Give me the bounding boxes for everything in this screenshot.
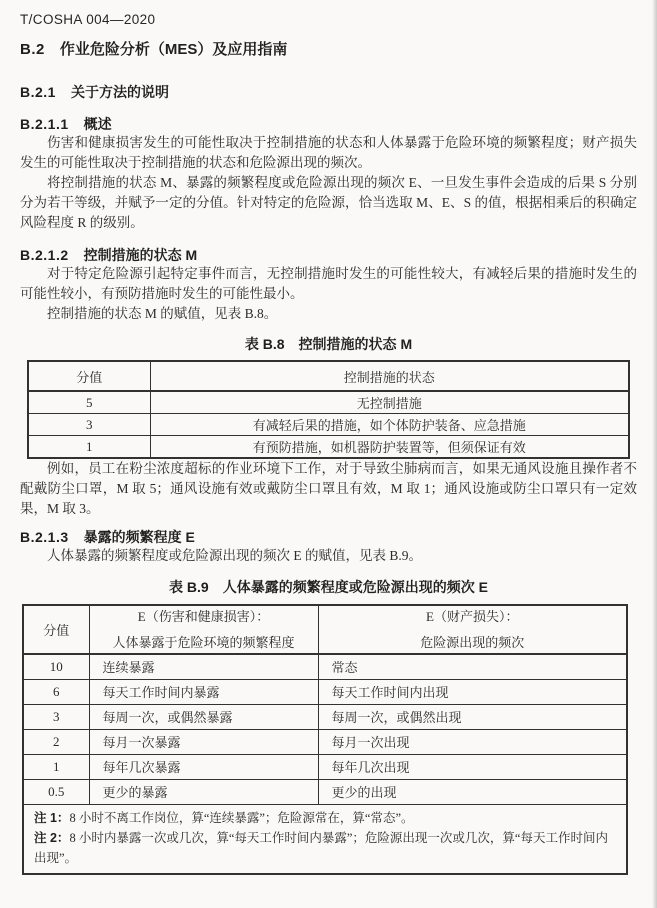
table-b9-header-property-line2: 危险源出现的频次 [420,635,525,650]
heading-b211 [20,115,637,133]
table-b9-header-injury [89,605,318,654]
score-cell: 2 [23,729,89,754]
paragraph-overview-1: 伤害和健康损害发生的可能性取决于控制措施的状态和人体暴露于危险环境的频繁程度；财产损失发生的可能性取决于控制措施的状态和危险源出现的频次。 [20,135,637,170]
heading-b212-title: 控制措施的状态 M [83,247,198,263]
exposure-cell: 每周一次，或偶然暴露 [89,704,318,729]
paragraph-example: 例如，员工在粉尘浓度超标的作业环境下工作，对于导致尘肺病而言，如果无通风设施且操作者不配戴防尘口罩，M 取 5；通风设施有效或戴防尘口罩且有效，M 取 1；通风设施或防尘口罩只有一定效果，M 取 3。 [20,461,637,516]
occurrence-cell: 每月一次出现 [318,729,627,754]
score-cell: 6 [23,679,89,704]
occurrence-cell: 更少的出现 [318,779,627,804]
exposure-cell: 每天工作时间内暴露 [89,679,318,704]
table-b9-header-injury-line2: 人体暴露于危险环境的频繁程度 [112,635,295,650]
occurrence-cell: 每年几次出现 [318,754,627,779]
note-1-text: 8 小时不离工作岗位，算“连续暴露”；危险源常在，算“常态”。 [69,810,414,825]
table-b9-header-score: 分值 [23,605,89,654]
heading-b2-title: 作业危险分析（MES）及应用指南 [59,41,288,58]
table-b9-header-property-line1: E（财产损失）： [426,609,519,624]
state-cell: 无控制措施 [150,391,629,414]
table-b9-row [23,754,627,779]
table-b9-caption [20,579,637,596]
score-cell: 10 [23,654,89,679]
score-cell: 0.5 [23,779,89,804]
table-b8-row [28,436,629,459]
table-b9-row [23,704,627,729]
table-b9-header-property [318,605,627,654]
heading-b2 [20,41,637,59]
heading-b21-number: B.2.1 [20,84,56,100]
table-b9-row [23,654,627,679]
note-2-text: 8 小时内暴露一次或几次，算“每天工作时间内暴露”；危险源出现一次或几次，算“每天工作时间内出现”。 [34,830,608,865]
table-b9-row [23,779,627,804]
paragraph-e-assignment: 人体暴露的频繁程度或危险源出现的频次 E 的赋值，见表 B.9。 [47,548,422,563]
heading-b213-title: 暴露的频繁程度 E [83,529,195,545]
heading-b212 [20,246,637,264]
exposure-cell: 连续暴露 [89,654,318,679]
table-b8-caption-label: 表 B.8 [244,336,285,352]
table-b9-caption-title: 人体暴露的频繁程度或危险源出现的频次 E [222,579,488,595]
exposure-cell: 每年几次暴露 [89,754,318,779]
note-1-label: 注 1： [34,810,70,825]
heading-b212-number: B.2.1.2 [20,247,69,263]
table-b8-row [28,414,629,436]
table-b8-caption-title: 控制措施的状态 M [298,336,413,352]
score-cell: 5 [28,391,150,414]
paragraph-overview-2: 将控制措施的状态 M、暴露的频繁程度或危险源出现的频次 E、一旦发生事件会造成的后果 S 分别分为若干等级，并赋予一定的分值。针对特定的危险源，恰当选取 M、E、S 的值，根据相乘后的积确定风险程度 R 的级别。 [20,175,637,230]
score-cell: 3 [23,704,89,729]
heading-b21-title: 关于方法的说明 [70,84,169,100]
heading-b211-title: 概述 [83,116,112,132]
exposure-cell: 更少的暴露 [89,779,318,804]
heading-b21 [20,83,637,101]
state-cell: 有预防措施，如机器防护装置等，但须保证有效 [150,436,629,459]
score-cell: 3 [28,414,150,436]
table-b9-header-row [23,605,627,654]
occurrence-cell: 每天工作时间内出现 [318,679,627,704]
occurrence-cell: 常态 [318,654,627,679]
table-b9-row [23,679,627,704]
table-b8-caption [20,336,637,353]
paragraph-m-states: 对于特定危险源引起特定事件而言，无控制措施时发生的可能性较大，有减轻后果的措施时发生的可能性较小，有预防措施时发生的可能性最小。 [20,266,637,301]
table-b8 [27,360,630,459]
table-b9-header-injury-line1: E（伤害和健康损害）： [137,609,270,624]
table-b9-notes-row [23,804,627,874]
table-b9-notes [23,804,627,874]
table-b8-row [28,391,629,414]
heading-b2-number: B.2 [20,41,45,58]
table-b9-row [23,729,627,754]
heading-b211-number: B.2.1.1 [20,116,69,132]
table-b9-caption-label: 表 B.9 [169,579,209,595]
note-2 [34,828,618,868]
score-cell: 1 [23,754,89,779]
exposure-cell: 每月一次暴露 [89,729,318,754]
doc-number: T/COSHA 004—2020 [20,12,156,27]
table-b8-header-state: 控制措施的状态 [150,361,629,391]
table-b9 [22,604,628,875]
paragraph-m-assignment: 控制措施的状态 M 的赋值，见表 B.8。 [47,306,278,321]
table-b8-header-row [28,361,629,391]
occurrence-cell: 每周一次，或偶然出现 [318,704,627,729]
note-1 [34,808,618,828]
table-b8-header-score: 分值 [28,361,150,391]
heading-b213 [20,528,637,546]
note-2-label: 注 2： [34,830,70,845]
heading-b213-number: B.2.1.3 [20,529,69,545]
state-cell: 有减轻后果的措施，如个体防护装备、应急措施 [150,414,629,436]
score-cell: 1 [28,436,150,459]
